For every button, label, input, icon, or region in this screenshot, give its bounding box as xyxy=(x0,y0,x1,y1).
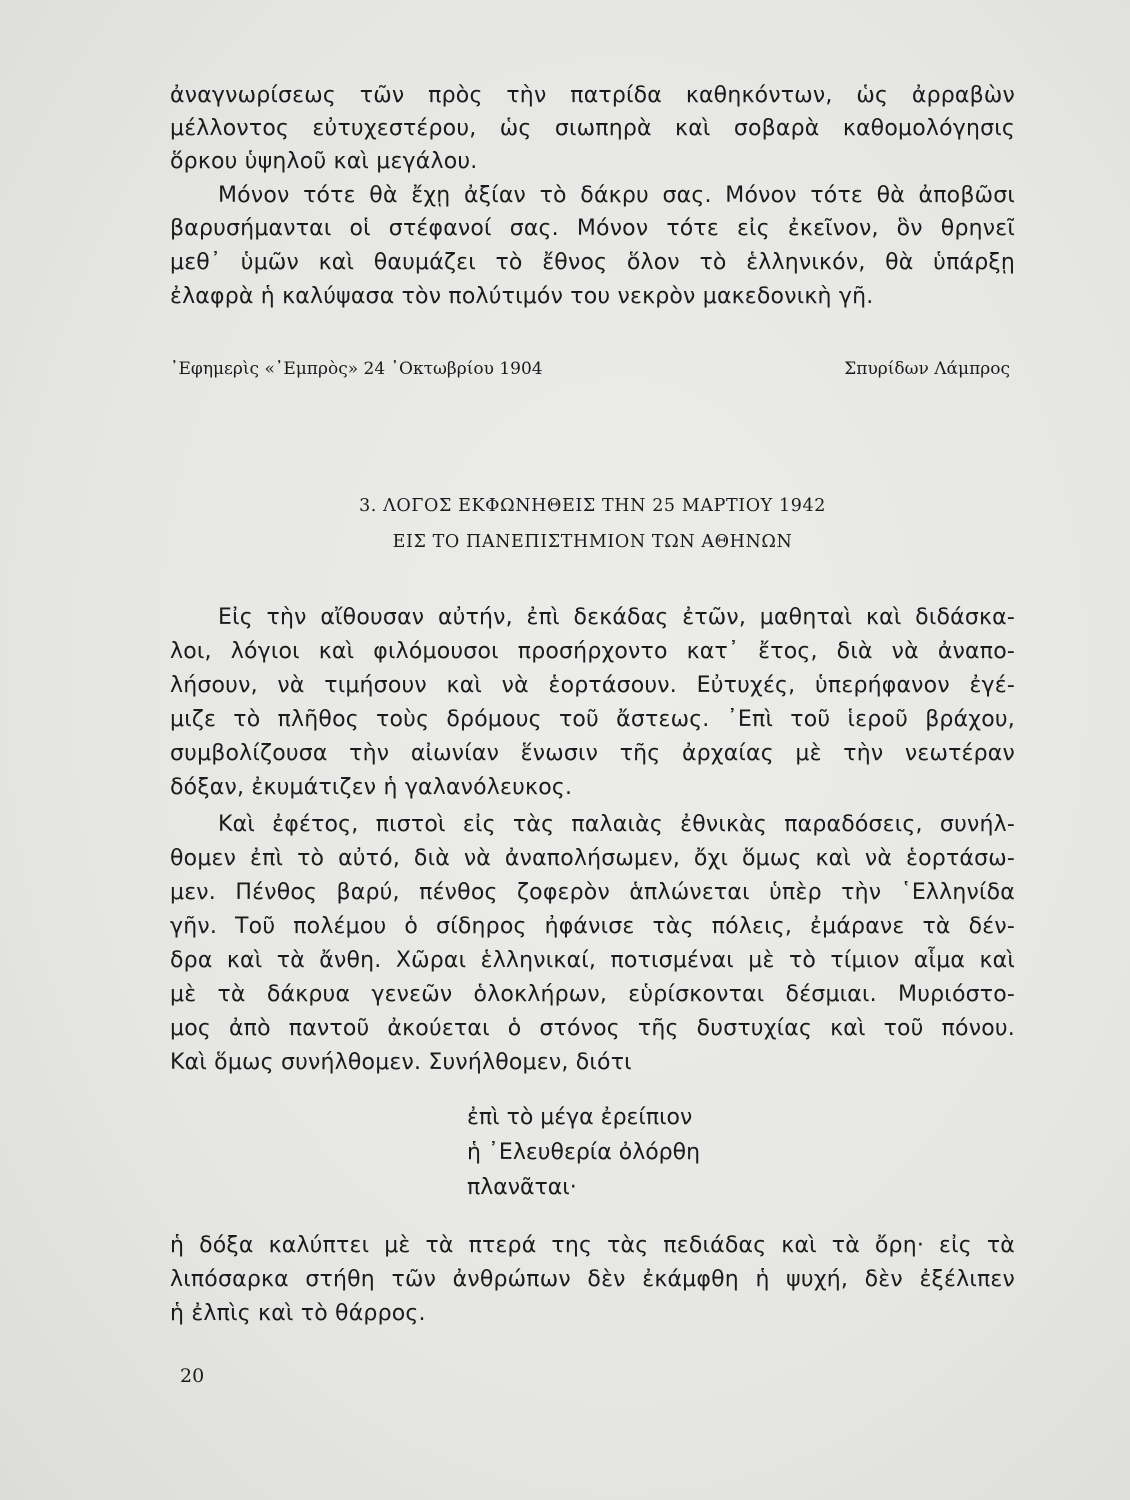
text-line: Καὶ ὅμως συνήλθομεν. Συνήλθομεν, διότι xyxy=(170,1050,632,1075)
text-line: μεν. Πένθος βαρύ, πένθος ζοφερὸν ἁπλώνεται ὑπὲρ τὴν ῾Ελληνίδα xyxy=(170,880,1015,905)
text-line: δρα καὶ τὰ ἄνθη. Χῶραι ἑλληνικαί, ποτισμέναι μὲ τὸ τίμιον αἷμα καὶ xyxy=(170,948,1015,973)
author-signature: Σπυρίδων Λάμπρος xyxy=(844,359,1010,379)
text-line: βαρυσήμανται οἱ στέφανοί σας. Μόνον τότε εἰς ἐκεῖνον, ὃν θρηνεῖ xyxy=(170,216,1015,241)
text-line: θομεν ἐπὶ τὸ αὐτό, διὰ νὰ ἀναπολήσωμεν, ὄχι ὅμως καὶ νὰ ἑορτάσω- xyxy=(170,846,1015,871)
text-line: Εἰς τὴν αἴθουσαν αὐτήν, ἐπὶ δεκάδας ἐτῶν, μαθηταὶ καὶ διδάσκα- xyxy=(218,605,1015,630)
section-heading-line1: 3. ΛΟΓΟΣ ΕΚΦΩΝΗΘΕΙΣ ΤΗΝ 25 ΜΑΡΤΙΟΥ 1942 xyxy=(359,496,826,516)
text-line: μὲ τὰ δάκρυα γενεῶν ὁλοκλήρων, εὑρίσκονται δέσμιαι. Μυριόστο- xyxy=(170,982,1015,1007)
text-line: γῆν. Τοῦ πολέμου ὁ σίδηρος ἠφάνισε τὰς πόλεις, ἐμάρανε τὰ δέν- xyxy=(170,914,1015,939)
text-line: λήσουν, νὰ τιμήσουν καὶ νὰ ἑορτάσουν. Εὐτυχές, ὑπερήφανον ἐγέ- xyxy=(170,673,1015,698)
text-line: μέλλοντος εὐτυχεστέρου, ὡς σιωπηρὰ καὶ σοβαρὰ καθομολόγησις xyxy=(170,116,1015,141)
text-line: Μόνον τότε θὰ ἔχῃ ἀξίαν τὸ δάκρυ σας. Μόνον τότε θὰ ἀποβῶσι xyxy=(218,183,1015,208)
source-citation: ᾽Εφημερὶς «᾽Εμπρὸς» 24 ᾽Οκτωβρίου 1904 xyxy=(170,359,543,379)
text-line: δόξαν, ἐκυμάτιζεν ἡ γαλανόλευκος. xyxy=(170,775,573,800)
text-line: συμβολίζουσα τὴν αἰωνίαν ἕνωσιν τῆς ἀρχαίας μὲ τὴν νεωτέραν xyxy=(170,741,1015,766)
text-line: ἐλαφρὰ ἡ καλύψασα τὸν πολύτιμόν του νεκρὸν μακεδονικὴ γῆ. xyxy=(170,284,874,309)
text-line: Καὶ ἐφέτος, πιστοὶ εἰς τὰς παλαιὰς ἐθνικὰς παραδόσεις, συνήλ- xyxy=(218,812,1015,837)
text-line: ἡ δόξα καλύπτει μὲ τὰ πτερά της τὰς πεδιάδας καὶ τὰ ὄρη· εἰς τὰ xyxy=(170,1233,1015,1258)
section-heading-line2: ΕΙΣ ΤΟ ΠΑΝΕΠΙΣΤΗΜΙΟΝ ΤΩΝ ΑΘΗΝΩΝ xyxy=(392,532,793,552)
text-line: ἡ ἐλπὶς καὶ τὸ θάρρος. xyxy=(170,1301,426,1326)
text-line: μος ἀπὸ παντοῦ ἀκούεται ὁ στόνος τῆς δυστυχίας καὶ τοῦ πόνου. xyxy=(170,1016,1015,1041)
text-line: λιπόσαρκα στήθη τῶν ἀνθρώπων δὲν ἐκάμφθη ἡ ψυχή, δὲν ἐξέλιπεν xyxy=(170,1267,1015,1292)
text-line: λοι, λόγιοι καὶ φιλόμουσοι προσήρχοντο κατ᾽ ἔτος, διὰ νὰ ἀναπο- xyxy=(170,639,1015,664)
citation-row xyxy=(170,356,1010,382)
verse-line: ἡ ᾽Ελευθερία ὀλόρθη xyxy=(467,1140,701,1165)
text-line: μιζε τὸ πλῆθος τοὺς δρόμους τοῦ ἄστεως. ᾽Επὶ τοῦ ἱεροῦ βράχου, xyxy=(170,707,1015,732)
page-number: 20 xyxy=(180,1365,205,1387)
text-line: ὅρκου ὑψηλοῦ καὶ μεγάλου. xyxy=(170,149,478,174)
text-line: ἀναγνωρίσεως τῶν πρὸς τὴν πατρίδα καθηκόντων, ὡς ἀρραβὼν xyxy=(170,83,1015,108)
verse-line: πλανᾶται· xyxy=(467,1175,577,1200)
text-line: μεθ᾽ ὑμῶν καὶ θαυμάζει τὸ ἔθνος ὅλον τὸ ἑλληνικόν, θὰ ὑπάρξῃ xyxy=(170,250,1015,275)
verse-line: ἐπὶ τὸ μέγα ἐρείπιον xyxy=(467,1105,693,1130)
